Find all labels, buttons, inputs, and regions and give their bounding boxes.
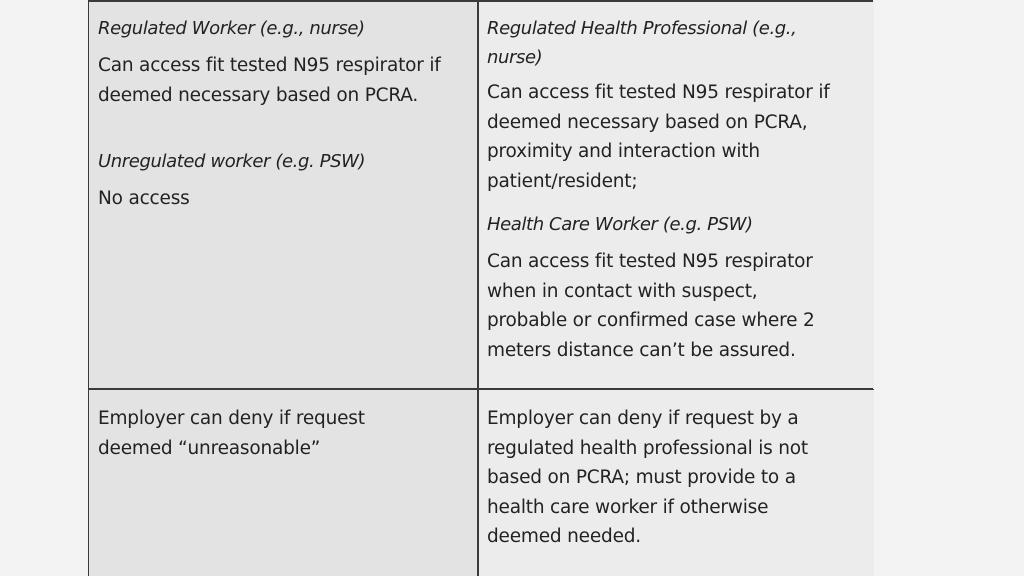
text-line: health care worker if otherwise — [487, 496, 769, 518]
text-line: regulated health professional is not — [487, 437, 808, 459]
text-line: meters distance can’t be assured. — [487, 339, 796, 361]
text-line: probable or confirmed case where 2 — [487, 310, 815, 331]
health-care-worker-heading: Health Care Worker (e.g. PSW) — [487, 214, 753, 235]
text-line: deemed needed. — [487, 526, 641, 547]
health-care-worker-text — [487, 247, 874, 365]
table-top-border — [89, 0, 873, 2]
unregulated-worker-text: No access — [98, 188, 190, 209]
row2-left-cell — [89, 390, 477, 576]
text-line: proximity and interaction with — [487, 141, 760, 162]
regulated-health-professional-text — [487, 78, 874, 196]
text-line: Employer can deny if request — [98, 408, 365, 429]
text-line: Can access fit tested N95 respirator if — [487, 82, 830, 103]
comparison-table — [88, 0, 874, 576]
employer-deny-right-text — [487, 404, 874, 552]
regulated-health-professional-heading — [487, 14, 874, 72]
text-line: Can access fit tested N95 respirator — [487, 251, 813, 272]
text-line: based on PCRA; must provide to a — [487, 467, 796, 488]
text-line: deemed “unreasonable” — [98, 437, 321, 459]
row1-right-cell — [478, 0, 874, 389]
unregulated-worker-heading: Unregulated worker (e.g. PSW) — [98, 151, 366, 172]
text-line: patient/resident; — [487, 170, 638, 192]
text-line: Can access fit tested N95 respirator if — [98, 55, 441, 76]
text-line: deemed necessary based on PCRA, — [487, 111, 808, 133]
text-line: when in contact with suspect, — [487, 280, 758, 302]
employer-deny-left-text — [98, 404, 477, 463]
heading-line: Regulated Health Professional (e.g., — [487, 18, 797, 39]
regulated-worker-heading: Regulated Worker (e.g., nurse) — [98, 18, 365, 39]
row-divider — [89, 388, 873, 390]
row2-right-cell — [478, 390, 874, 576]
heading-line: nurse) — [487, 47, 543, 68]
column-divider — [477, 0, 479, 576]
row1-left-cell — [89, 0, 477, 389]
text-line: Employer can deny if request by a — [487, 408, 799, 429]
regulated-worker-text — [98, 51, 477, 110]
text-line: deemed necessary based on PCRA. — [98, 84, 419, 106]
